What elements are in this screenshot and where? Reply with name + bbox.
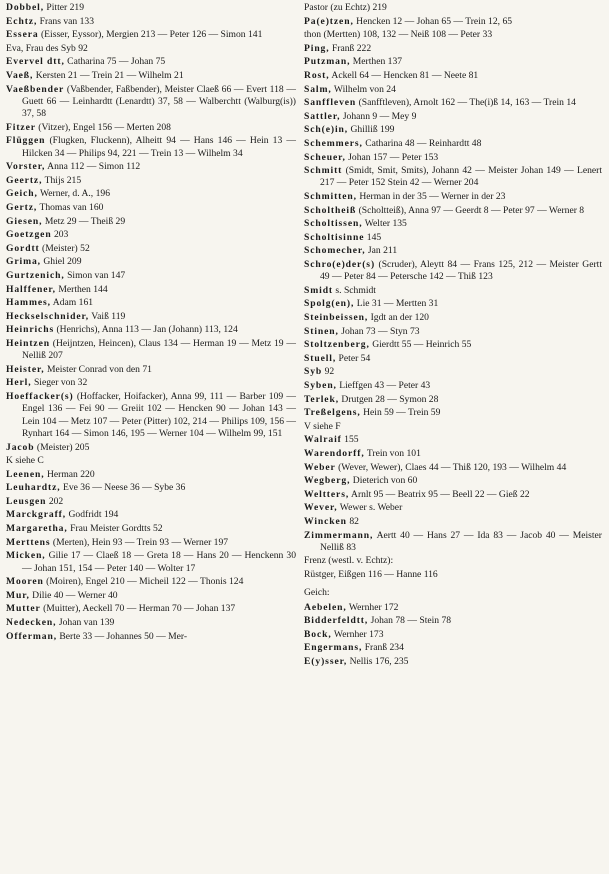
entry-references: K siehe C bbox=[6, 455, 44, 467]
index-entry bbox=[6, 70, 296, 82]
index-entry bbox=[6, 364, 296, 376]
index-entry bbox=[304, 516, 602, 528]
index-entry bbox=[6, 56, 296, 68]
entry-references: (Meister) 205 bbox=[34, 441, 90, 453]
entry-references: 92 bbox=[322, 366, 335, 378]
entry-headword: Bock, bbox=[304, 628, 332, 640]
entry-references: Aertt 40 — Hans 27 — Ida 83 — Jacob 40 — Meister Nelliß 83 bbox=[320, 529, 602, 553]
entry-headword: Mutter bbox=[6, 603, 41, 615]
index-entry bbox=[6, 537, 296, 549]
index-entry bbox=[304, 502, 602, 514]
index-entry bbox=[6, 455, 296, 467]
index-entry bbox=[6, 29, 296, 41]
index-entry bbox=[6, 469, 296, 481]
index-entry bbox=[304, 56, 602, 68]
entry-headword: Putzman, bbox=[304, 56, 351, 68]
index-entry bbox=[304, 448, 602, 460]
entry-references: Hencken 12 — Johan 65 — Trein 12, 65 bbox=[353, 15, 513, 27]
index-entry bbox=[6, 122, 296, 134]
index-entry bbox=[304, 16, 602, 28]
index-entry bbox=[6, 631, 296, 643]
index-column-left bbox=[6, 2, 296, 644]
entry-headword: Halffener, bbox=[6, 283, 56, 295]
index-entry bbox=[304, 421, 602, 433]
entry-references: Hein 59 — Trein 59 bbox=[360, 407, 441, 419]
entry-headword: Bidderfeldtt, bbox=[304, 615, 369, 627]
entry-headword: Herl, bbox=[6, 377, 32, 389]
entry-references: Thijs 215 bbox=[42, 174, 82, 186]
entry-headword: Zimmermann, bbox=[304, 529, 374, 541]
entry-references: Jan 211 bbox=[365, 245, 398, 257]
index-entry bbox=[304, 232, 602, 244]
entry-references: (Muitter), Aeckell 70 — Herman 70 — Johan 137 bbox=[40, 603, 236, 615]
entry-headword: Aebelen, bbox=[304, 601, 347, 613]
entry-headword: Scholtisinne bbox=[304, 231, 365, 243]
entry-references: 203 bbox=[51, 229, 69, 241]
entry-references: (Moiren), Engel 210 — Micheil 122 — Thonis 124 bbox=[43, 576, 244, 588]
entry-headword: Heinrichs bbox=[6, 324, 55, 336]
entry-references: Catharina 75 — Johan 75 bbox=[64, 56, 166, 68]
entry-references: Trein von 101 bbox=[364, 448, 421, 459]
entry-headword: Nedecken, bbox=[6, 616, 57, 628]
entry-references: Welter 135 bbox=[362, 218, 407, 230]
entry-references: Frau Meister Gordtts 52 bbox=[67, 523, 163, 535]
index-entry bbox=[6, 391, 296, 440]
index-entry bbox=[304, 394, 602, 406]
entry-references: (Vitzer), Engel 156 — Merten 208 bbox=[35, 121, 171, 133]
entry-references: Ghilliß 199 bbox=[348, 124, 395, 136]
entry-references: Dilie 40 — Werner 40 bbox=[29, 589, 118, 601]
entry-references: Wernher 172 bbox=[346, 601, 399, 613]
index-entry bbox=[6, 442, 296, 454]
entry-references: thon (Mertten) 108, 132 — Neiß 108 — Peter 33 bbox=[304, 29, 493, 41]
entry-headword: Schmitt bbox=[304, 165, 343, 177]
entry-references: Kersten 21 — Trein 21 — Wilhelm 21 bbox=[33, 69, 184, 81]
entry-headword: Wegberg, bbox=[304, 475, 351, 487]
entry-references: (Flugken, Fluckenn), Alheitt 94 — Hans 146 — Hein 13 — Hilcken 34 — Philips 94, 221 — Trein 13 — Wilhelm 34 bbox=[22, 135, 296, 159]
entry-references: Anna 112 — Simon 112 bbox=[45, 161, 141, 173]
entry-references: (Henrichs), Anna 113 — Jan (Johann) 113, 124 bbox=[54, 324, 238, 336]
entry-references: Johan 78 — Stein 78 bbox=[368, 615, 452, 627]
entry-headword: Scholtissen, bbox=[304, 218, 363, 230]
entry-headword: Pa(e)tzen, bbox=[304, 15, 354, 27]
index-entry bbox=[304, 475, 602, 487]
entry-headword: Rost, bbox=[304, 69, 330, 81]
entry-references: Wernher 173 bbox=[331, 628, 384, 640]
entry-references: Pastor (zu Echtz) 219 bbox=[304, 2, 387, 13]
entry-headword: Sattler, bbox=[304, 110, 341, 122]
index-entry bbox=[304, 191, 602, 203]
entry-references: Johan 73 — Styn 73 bbox=[338, 325, 420, 337]
entry-headword: Flüggen bbox=[6, 135, 46, 147]
entry-headword: Leenen, bbox=[6, 468, 45, 480]
index-entry bbox=[6, 590, 296, 602]
entry-headword: Mur, bbox=[6, 589, 30, 601]
entry-references: Dieterich von 60 bbox=[350, 475, 418, 487]
index-entry bbox=[304, 285, 602, 297]
entry-references: Pitter 219 bbox=[44, 2, 85, 13]
entry-headword: Hammes, bbox=[6, 297, 51, 309]
index-entry bbox=[304, 138, 602, 150]
index-entry bbox=[6, 84, 296, 121]
entry-references: Nellis 176, 235 bbox=[347, 656, 409, 668]
entry-references: Gilie 17 — Claeß 18 — Greta 18 — Hans 20 — Henckenn 30 — Johan 151, 154 — Peter 140 — Wolter 17 bbox=[22, 550, 296, 574]
entry-references: Adam 161 bbox=[50, 297, 94, 309]
entry-headword: Spolg(en), bbox=[304, 298, 355, 310]
entry-references: Ghiel 209 bbox=[40, 256, 82, 268]
entry-references: Gierdtt 55 — Heinrich 55 bbox=[369, 339, 472, 351]
entry-references: Lieffgen 43 — Peter 43 bbox=[336, 380, 431, 392]
entry-references: Franß 234 bbox=[362, 642, 404, 654]
index-entry bbox=[304, 43, 602, 55]
entry-headword: Giesen, bbox=[6, 215, 43, 227]
index-entry bbox=[6, 188, 296, 200]
section-heading-geich: Geich: bbox=[304, 587, 330, 599]
entry-references: Merthen 137 bbox=[350, 56, 403, 68]
entry-headword: Smidt bbox=[304, 284, 334, 296]
entry-references: Johann 9 — Mey 9 bbox=[340, 110, 417, 122]
entry-headword: Stinen, bbox=[304, 325, 339, 337]
entry-references: Simon van 147 bbox=[64, 269, 126, 281]
index-entry bbox=[304, 259, 602, 284]
index-entry bbox=[6, 243, 296, 255]
entry-headword: Leuhardtz, bbox=[6, 482, 61, 494]
entry-references: (Meister) 52 bbox=[39, 242, 90, 254]
entry-headword: Sch(e)in, bbox=[304, 124, 349, 136]
entry-headword: Geich, bbox=[6, 188, 38, 200]
index-entry bbox=[304, 326, 602, 338]
entry-references: Catharina 48 — Reinhardtt 48 bbox=[362, 137, 482, 149]
entry-references: Drutgen 28 — Symon 28 bbox=[339, 393, 439, 405]
entry-headword: Syben, bbox=[304, 380, 337, 392]
entry-headword: Marckgraff, bbox=[6, 509, 67, 521]
index-entries-geich bbox=[304, 602, 602, 669]
entry-headword: Stuell, bbox=[304, 352, 337, 364]
entry-references: Frans van 133 bbox=[37, 15, 95, 27]
index-entry bbox=[304, 165, 602, 190]
entry-references: Meister Conrad von den 71 bbox=[44, 363, 152, 375]
entry-headword: Stoltzenberg, bbox=[304, 339, 370, 351]
index-entry bbox=[6, 509, 296, 521]
entry-headword: Grima, bbox=[6, 256, 41, 268]
entry-references: Johan 157 — Peter 153 bbox=[345, 151, 439, 163]
index-entry bbox=[304, 29, 602, 41]
index-entry bbox=[304, 124, 602, 136]
entry-references: 145 bbox=[364, 231, 382, 243]
entry-headword: Schomecher, bbox=[304, 245, 366, 257]
entry-references: Herman in der 35 — Werner in der 23 bbox=[356, 191, 506, 203]
entry-headword: Sanffleven bbox=[304, 97, 357, 109]
entry-headword: Weltters, bbox=[304, 488, 350, 500]
index-entry bbox=[6, 43, 296, 55]
entry-headword: Echtz, bbox=[6, 15, 38, 27]
index-entry bbox=[6, 135, 296, 160]
entry-headword: Ping, bbox=[304, 42, 330, 54]
entry-headword: Hoeffacker(s) bbox=[6, 391, 74, 403]
entry-references: Rüstger, Eißgen 116 — Hanne 116 bbox=[304, 569, 438, 581]
entry-references: (Hoffacker, Hoifacker), Anna 99, 111 — Barber 109 — Engel 136 — Fei 90 — Greiit 102 — Hencken 90 — Johan 143 — Lein 104 — Metz 107 — Peter (Pitter) 102, 214 — Philips 109, 156 — Rynhart 164 — Simon 146, 195 — Werner 104 — Wilhelm 99, 151 bbox=[22, 391, 296, 439]
entry-references: (Smidt, Smit, Smits), Johann 42 — Meister Johan 149 — Lenert 217 — Peter 152 Stein 42 — Werner 204 bbox=[320, 165, 602, 189]
entry-references: (Scholtteiß), Anna 97 — Geerdt 8 — Peter 97 — Werner 8 bbox=[356, 204, 585, 216]
index-entry bbox=[6, 256, 296, 268]
entry-references: (Scruder), Aleytt 84 — Frans 125, 212 — Meister Gertt 49 — Peter 84 — Petersche 142 — Thiß 123 bbox=[320, 258, 602, 283]
entry-references: Eve 36 — Neese 36 — Sybe 36 bbox=[60, 482, 186, 494]
entry-references: (Eisser, Eyssor), Mergien 213 — Peter 126 — Simon 141 bbox=[38, 29, 263, 41]
entry-references: Peter 54 bbox=[336, 352, 371, 364]
index-entry bbox=[304, 380, 602, 392]
index-entry bbox=[304, 152, 602, 164]
index-entry bbox=[304, 70, 602, 82]
index-entry bbox=[304, 111, 602, 123]
entry-headword: E(y)sser, bbox=[304, 656, 348, 668]
entry-headword: Wincken bbox=[304, 515, 347, 527]
entry-headword: Salm, bbox=[304, 83, 332, 95]
entry-headword: Vaeßbender bbox=[6, 83, 65, 95]
entry-headword: Vaeß, bbox=[6, 69, 34, 81]
index-entry bbox=[6, 202, 296, 214]
index-entry bbox=[6, 229, 296, 241]
entry-references: Igdt an der 120 bbox=[368, 312, 429, 324]
entry-references: Wewer s. Weber bbox=[337, 502, 403, 514]
entry-references: (Heijntzen, Heincen), Claus 134 — Herman 19 — Metz 19 — Nelliß 207 bbox=[22, 337, 296, 362]
index-entry bbox=[6, 175, 296, 187]
entry-headword: Gordtt bbox=[6, 242, 40, 254]
index-entry bbox=[6, 161, 296, 173]
index-entry bbox=[304, 97, 602, 109]
index-entry bbox=[6, 496, 296, 508]
index-entry bbox=[304, 245, 602, 257]
index-entry bbox=[304, 615, 602, 627]
entry-headword: Weber bbox=[304, 461, 336, 473]
index-entry bbox=[6, 550, 296, 575]
entry-headword: Dobbel, bbox=[6, 2, 45, 13]
index-entry bbox=[6, 377, 296, 389]
index-entry bbox=[6, 270, 296, 282]
index-entry bbox=[304, 629, 602, 641]
entry-headword: Scholtheiß bbox=[304, 204, 357, 216]
index-entry bbox=[304, 530, 602, 555]
entry-references: (Sanfftleven), Arnolt 162 — The(i)ß 14, 163 — Trein 14 bbox=[356, 97, 576, 109]
entry-headword: Steinbeissen, bbox=[304, 312, 369, 324]
entry-headword: Engermans, bbox=[304, 642, 363, 654]
entry-headword: Scheuer, bbox=[304, 151, 346, 163]
entry-headword: Offerman, bbox=[6, 630, 57, 642]
entry-references: (Wever, Wewer), Claes 44 — Thiß 120, 193 — Wilhelm 44 bbox=[335, 461, 567, 473]
index-entry bbox=[304, 602, 602, 614]
index-entry bbox=[6, 324, 296, 336]
entry-headword: Schemmers, bbox=[304, 137, 363, 149]
entry-headword: Goetzgen bbox=[6, 229, 52, 241]
entry-references: Franß 222 bbox=[329, 42, 372, 54]
index-entry bbox=[6, 482, 296, 494]
index-entry bbox=[6, 576, 296, 588]
index-entry bbox=[6, 16, 296, 28]
index-entry bbox=[304, 366, 602, 378]
index-entry bbox=[6, 284, 296, 296]
entry-headword: Mooren bbox=[6, 576, 44, 588]
index-entry bbox=[304, 205, 602, 217]
entry-headword: Heckselschnider, bbox=[6, 310, 90, 322]
entry-headword: Evervel dtt, bbox=[6, 56, 65, 68]
entry-headword: Geertz, bbox=[6, 174, 43, 186]
index-entry bbox=[304, 2, 602, 14]
index-entry bbox=[304, 312, 602, 324]
index-entry bbox=[304, 339, 602, 351]
entry-headword: Leusgen bbox=[6, 495, 47, 507]
entry-headword: Heister, bbox=[6, 363, 45, 375]
entry-references: Metz 29 — Theiß 29 bbox=[42, 215, 126, 227]
index-entry bbox=[304, 569, 602, 581]
entry-headword: Warendorff, bbox=[304, 448, 365, 459]
index-entry bbox=[6, 338, 296, 363]
index-entry bbox=[304, 84, 602, 96]
index-entry bbox=[6, 311, 296, 323]
entry-references: Vaiß 119 bbox=[89, 310, 126, 322]
index-entry bbox=[304, 462, 602, 474]
entry-headword: Micken, bbox=[6, 550, 46, 562]
index-entry bbox=[304, 298, 602, 310]
index-entry bbox=[6, 617, 296, 629]
entry-references: Herman 220 bbox=[44, 468, 95, 480]
entry-references: Werner, d. A., 196 bbox=[37, 188, 110, 200]
entry-references: Ackell 64 — Hencken 81 — Neete 81 bbox=[329, 69, 479, 81]
entry-references: Johan van 139 bbox=[56, 616, 115, 628]
entry-headword: Fitzer bbox=[6, 121, 36, 133]
entry-references: (Merten), Hein 93 — Trein 93 — Werner 197 bbox=[50, 536, 229, 548]
index-entry bbox=[6, 2, 296, 14]
entry-headword: Vorster, bbox=[6, 161, 46, 173]
entry-headword: Heintzen bbox=[6, 337, 50, 349]
entry-references: Merthen 144 bbox=[55, 283, 108, 295]
index-entries-right bbox=[304, 2, 602, 581]
index-entry bbox=[6, 216, 296, 228]
entry-references: 202 bbox=[46, 495, 64, 507]
index-entry bbox=[304, 353, 602, 365]
entry-references: Thomas van 160 bbox=[37, 202, 104, 214]
entry-headword: Gurtzenich, bbox=[6, 269, 65, 281]
entry-references: Frenz (westl. v. Echtz): bbox=[304, 555, 394, 567]
entry-headword: Margaretha, bbox=[6, 523, 68, 535]
index-entry bbox=[304, 656, 602, 668]
entry-references: Wilhelm von 24 bbox=[331, 83, 396, 95]
entry-headword: Merttens bbox=[6, 536, 51, 548]
entry-headword: Terlek, bbox=[304, 393, 339, 405]
entry-references: Berte 33 — Johannes 50 — Mer- bbox=[57, 630, 188, 642]
index-entry bbox=[6, 297, 296, 309]
entry-headword: Schmitten, bbox=[304, 191, 357, 203]
entry-references: 155 bbox=[341, 434, 359, 446]
index-entry bbox=[304, 434, 602, 446]
entry-references: (Vaßbender, Faßbender), Meister Claeß 66 — Evert 118 — Guett 66 — Leinhardtt (Lenardtt) 37, 58 — Walberchtt (Walburg(is)) 37, 58 bbox=[22, 83, 296, 120]
index-entry bbox=[304, 555, 602, 567]
entry-headword: Walraif bbox=[304, 434, 342, 446]
entry-headword: Essera bbox=[6, 29, 39, 41]
entry-references: Eva, Frau des Syb 92 bbox=[6, 42, 88, 54]
index-entry bbox=[6, 523, 296, 535]
entry-references: Sieger von 32 bbox=[31, 377, 88, 389]
entry-headword: Gertz, bbox=[6, 202, 38, 214]
index-entry bbox=[6, 603, 296, 615]
entry-headword: Wever, bbox=[304, 502, 338, 514]
entry-references: Arnlt 95 — Beatrix 95 — Beell 22 — Gieß 22 bbox=[349, 488, 530, 500]
index-column-right bbox=[304, 2, 602, 670]
entry-headword: Syb bbox=[304, 366, 323, 378]
entry-references: V siehe F bbox=[304, 420, 341, 432]
entry-references: s. Schmidt bbox=[333, 284, 376, 296]
entry-references: Godfridt 194 bbox=[66, 509, 119, 521]
entry-references: Lie 31 — Mertten 31 bbox=[354, 298, 439, 310]
index-entry bbox=[304, 642, 602, 654]
index-entry bbox=[304, 489, 602, 501]
entry-headword: Schro(e)der(s) bbox=[304, 258, 376, 270]
index-entry bbox=[304, 218, 602, 230]
entry-references: 82 bbox=[346, 515, 359, 527]
entry-headword: Jacob bbox=[6, 441, 35, 453]
index-entry bbox=[304, 407, 602, 419]
entry-headword: Treßelgens, bbox=[304, 407, 361, 419]
